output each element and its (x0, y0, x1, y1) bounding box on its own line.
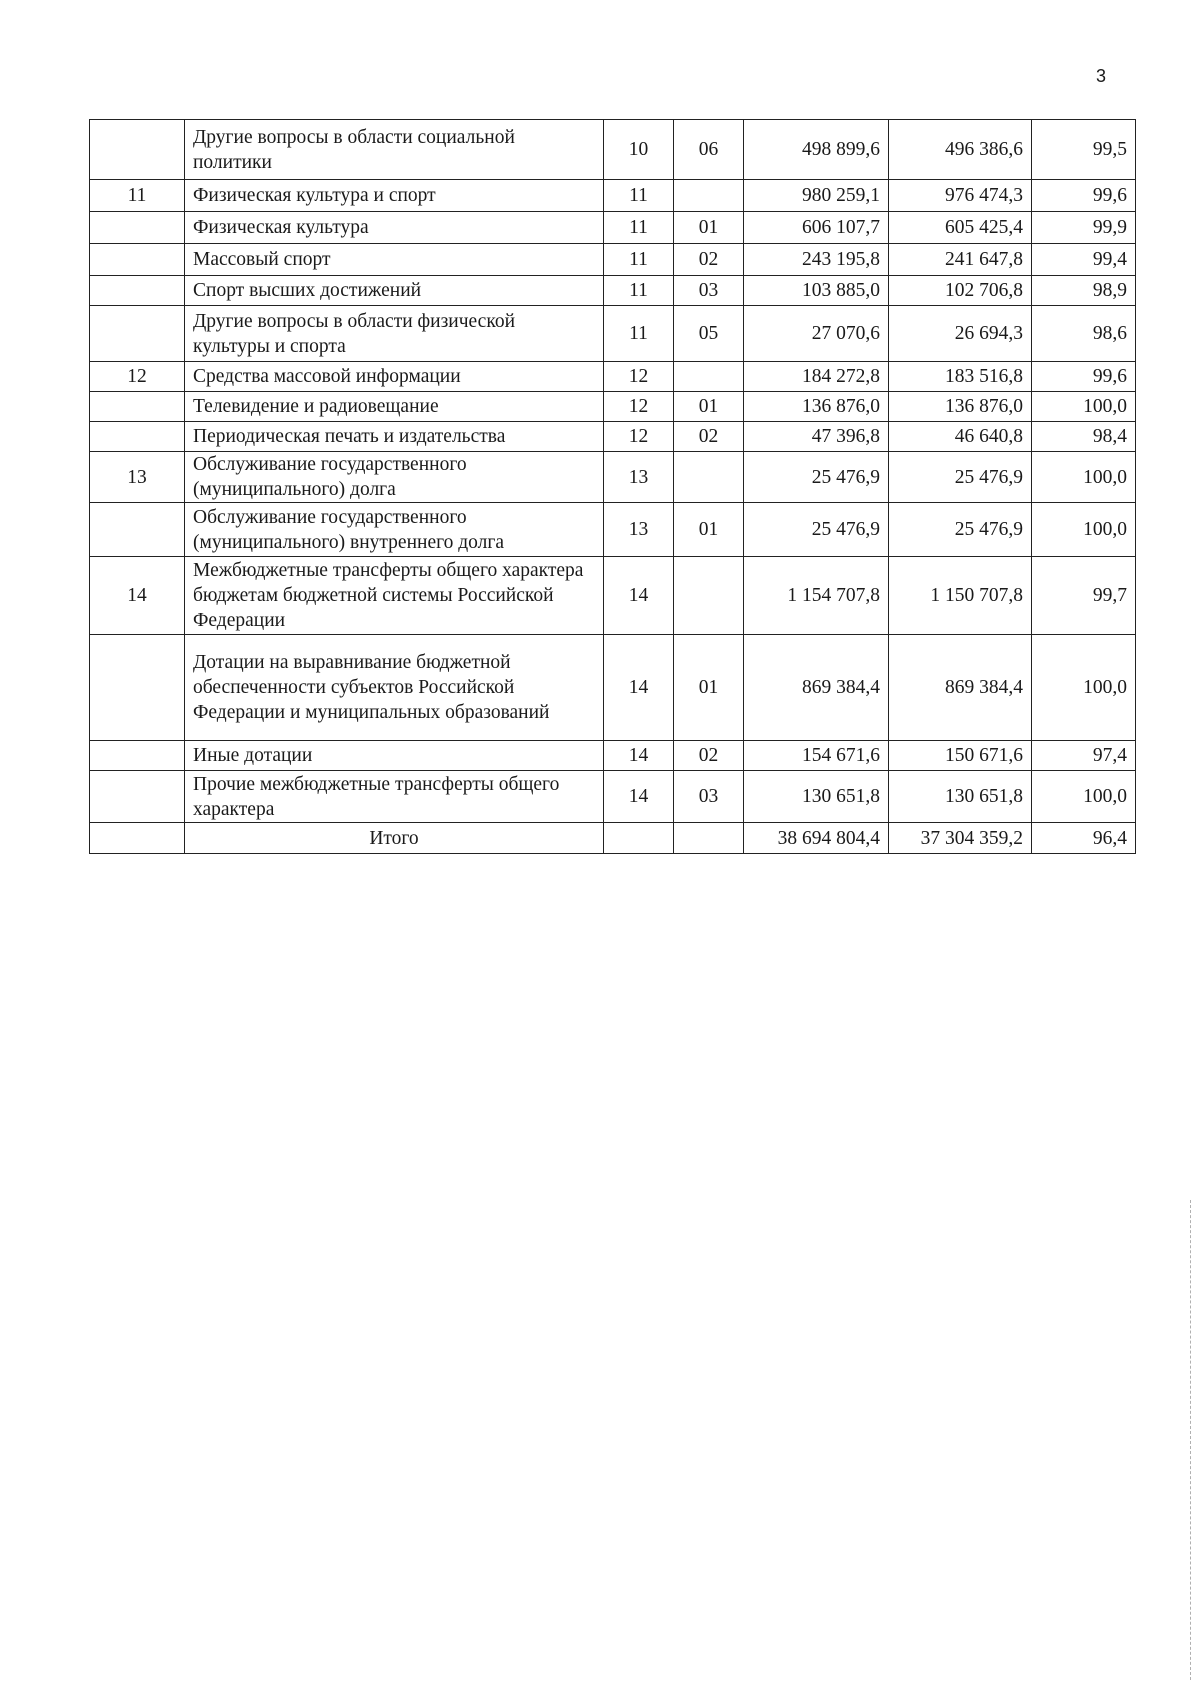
row-number: 11 (90, 180, 185, 212)
row-percent: 99,7 (1032, 557, 1136, 635)
row-number: 12 (90, 362, 185, 392)
row-subsection-code: 02 (674, 741, 744, 771)
row-fact-amount: 25 476,9 (889, 503, 1032, 557)
total-fact: 37 304 359,2 (889, 823, 1032, 854)
row-plan-amount: 130 651,8 (744, 771, 889, 823)
table-body (90, 120, 1136, 823)
row-number: 13 (90, 452, 185, 503)
row-name: Иные дотации (185, 741, 604, 771)
row-section-code: 11 (604, 276, 674, 306)
row-plan-amount: 103 885,0 (744, 276, 889, 306)
row-name: Средства массовой информации (185, 362, 604, 392)
row-plan-amount: 869 384,4 (744, 635, 889, 741)
total-num-cell (90, 823, 185, 854)
row-subsection-code: 02 (674, 244, 744, 276)
row-number (90, 306, 185, 362)
row-section-code: 14 (604, 741, 674, 771)
table-row (90, 741, 1136, 771)
table-row (90, 244, 1136, 276)
row-subsection-code: 01 (674, 635, 744, 741)
row-fact-amount: 605 425,4 (889, 212, 1032, 244)
row-plan-amount: 25 476,9 (744, 503, 889, 557)
row-section-code: 14 (604, 557, 674, 635)
scan-edge-line (1190, 1200, 1192, 1680)
row-subsection-code: 01 (674, 212, 744, 244)
row-subsection-code (674, 180, 744, 212)
row-number (90, 503, 185, 557)
row-name: Обслуживание государственного (муниципального) долга (185, 452, 604, 503)
table-row (90, 771, 1136, 823)
table-row (90, 635, 1136, 741)
table-row (90, 306, 1136, 362)
row-section-code: 14 (604, 771, 674, 823)
table-row (90, 557, 1136, 635)
row-subsection-code: 01 (674, 503, 744, 557)
row-name: Другие вопросы в области социальной политики (185, 120, 604, 180)
total-percent: 96,4 (1032, 823, 1136, 854)
row-subsection-code: 02 (674, 422, 744, 452)
row-subsection-code (674, 557, 744, 635)
row-plan-amount: 243 195,8 (744, 244, 889, 276)
row-number (90, 244, 185, 276)
row-plan-amount: 154 671,6 (744, 741, 889, 771)
row-section-code: 13 (604, 503, 674, 557)
row-subsection-code: 01 (674, 392, 744, 422)
row-fact-amount: 976 474,3 (889, 180, 1032, 212)
table-row (90, 362, 1136, 392)
row-name: Другие вопросы в области физической культуры и спорта (185, 306, 604, 362)
table-row (90, 120, 1136, 180)
row-fact-amount: 46 640,8 (889, 422, 1032, 452)
table-row (90, 212, 1136, 244)
row-section-code: 11 (604, 180, 674, 212)
row-percent: 99,5 (1032, 120, 1136, 180)
row-percent: 99,9 (1032, 212, 1136, 244)
total-pr-cell (674, 823, 744, 854)
row-fact-amount: 869 384,4 (889, 635, 1032, 741)
row-percent: 99,6 (1032, 180, 1136, 212)
row-name: Телевидение и радиовещание (185, 392, 604, 422)
row-subsection-code (674, 452, 744, 503)
row-percent: 100,0 (1032, 452, 1136, 503)
row-fact-amount: 136 876,0 (889, 392, 1032, 422)
table-row (90, 452, 1136, 503)
row-percent: 98,9 (1032, 276, 1136, 306)
row-plan-amount: 27 070,6 (744, 306, 889, 362)
row-percent: 98,6 (1032, 306, 1136, 362)
row-name: Массовый спорт (185, 244, 604, 276)
total-rz-cell (604, 823, 674, 854)
total-label: Итого (185, 823, 604, 854)
row-fact-amount: 241 647,8 (889, 244, 1032, 276)
row-number (90, 635, 185, 741)
row-section-code: 11 (604, 212, 674, 244)
page-number: 3 (1096, 66, 1107, 86)
row-section-code: 11 (604, 244, 674, 276)
row-name: Обслуживание государственного (муниципального) внутреннего долга (185, 503, 604, 557)
row-plan-amount: 47 396,8 (744, 422, 889, 452)
row-number (90, 771, 185, 823)
row-name: Физическая культура и спорт (185, 180, 604, 212)
row-section-code: 10 (604, 120, 674, 180)
row-percent: 99,6 (1032, 362, 1136, 392)
row-name: Физическая культура (185, 212, 604, 244)
row-fact-amount: 25 476,9 (889, 452, 1032, 503)
row-plan-amount: 606 107,7 (744, 212, 889, 244)
row-fact-amount: 26 694,3 (889, 306, 1032, 362)
row-name: Спорт высших достижений (185, 276, 604, 306)
row-fact-amount: 150 671,6 (889, 741, 1032, 771)
row-subsection-code: 05 (674, 306, 744, 362)
total-plan: 38 694 804,4 (744, 823, 889, 854)
row-percent: 99,4 (1032, 244, 1136, 276)
row-percent: 100,0 (1032, 771, 1136, 823)
row-fact-amount: 130 651,8 (889, 771, 1032, 823)
row-name: Межбюджетные трансферты общего характера бюджетам бюджетной системы Российской Федерации (185, 557, 604, 635)
row-fact-amount: 1 150 707,8 (889, 557, 1032, 635)
budget-table (89, 119, 1136, 854)
row-number (90, 212, 185, 244)
row-plan-amount: 136 876,0 (744, 392, 889, 422)
row-section-code: 12 (604, 422, 674, 452)
row-percent: 97,4 (1032, 741, 1136, 771)
row-section-code: 12 (604, 392, 674, 422)
table-row (90, 422, 1136, 452)
row-section-code: 13 (604, 452, 674, 503)
row-fact-amount: 102 706,8 (889, 276, 1032, 306)
row-number: 14 (90, 557, 185, 635)
row-name: Прочие межбюджетные трансферты общего характера (185, 771, 604, 823)
row-name: Дотации на выравнивание бюджетной обеспеченности субъектов Российской Федерации и муниципальных образований (185, 635, 604, 741)
table-row (90, 276, 1136, 306)
row-number (90, 276, 185, 306)
row-plan-amount: 184 272,8 (744, 362, 889, 392)
row-subsection-code (674, 362, 744, 392)
row-number (90, 120, 185, 180)
row-percent: 100,0 (1032, 392, 1136, 422)
row-section-code: 12 (604, 362, 674, 392)
table-row (90, 392, 1136, 422)
row-section-code: 14 (604, 635, 674, 741)
row-plan-amount: 1 154 707,8 (744, 557, 889, 635)
row-section-code: 11 (604, 306, 674, 362)
row-name: Периодическая печать и издательства (185, 422, 604, 452)
row-plan-amount: 980 259,1 (744, 180, 889, 212)
row-percent: 98,4 (1032, 422, 1136, 452)
row-percent: 100,0 (1032, 635, 1136, 741)
row-number (90, 741, 185, 771)
row-number (90, 392, 185, 422)
row-plan-amount: 498 899,6 (744, 120, 889, 180)
table-row (90, 180, 1136, 212)
row-fact-amount: 496 386,6 (889, 120, 1032, 180)
row-subsection-code: 06 (674, 120, 744, 180)
row-number (90, 422, 185, 452)
row-fact-amount: 183 516,8 (889, 362, 1032, 392)
row-percent: 100,0 (1032, 503, 1136, 557)
row-subsection-code: 03 (674, 276, 744, 306)
total-row (90, 823, 1136, 854)
table-row (90, 503, 1136, 557)
row-subsection-code: 03 (674, 771, 744, 823)
row-plan-amount: 25 476,9 (744, 452, 889, 503)
